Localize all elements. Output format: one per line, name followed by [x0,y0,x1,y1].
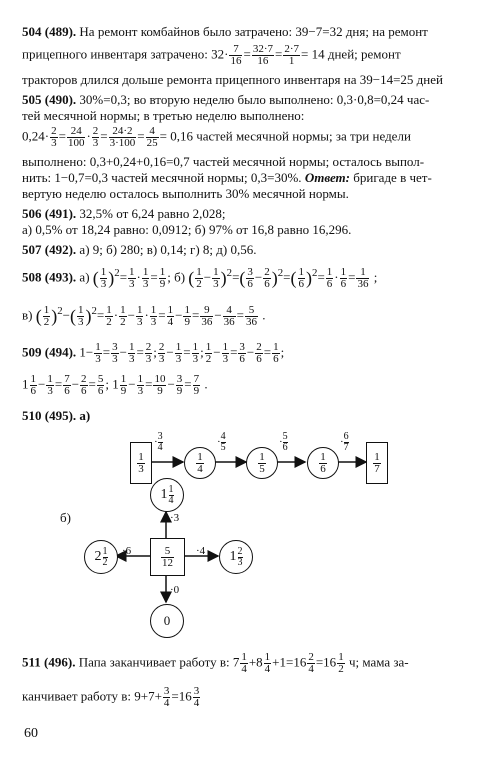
node-circle-top: 1 1 4 [150,478,184,512]
node-square: 1 7 [366,442,388,484]
p509-number: 509 (494). [22,344,77,360]
node-circle: 1 5 [246,447,278,479]
node-circle: 1 6 [307,447,339,479]
p507-number: 507 (492). [22,242,77,257]
p511-line1: 511 (496). Папа заканчивает работу в: 7 $\frac{1}{4}$ +8 $\frac{1}{4}$ +1=16 $\frac{2}{4}$ =16 $\frac{1}{2}$ ч; мама за- [22,651,409,675]
p504-line2: прицепного инвентаря затрачено: 32· $\frac{7}{16}$ = $\frac{32\cdot 7}{16}$ = $\frac{2\cdot 7}{1}$ = 14 дней; ремонт [22,43,401,67]
node-circle: 1 4 [184,447,216,479]
p506-number: 506 (491). [22,206,77,221]
fraction: $\frac{32\cdot 7}{16}$ [252,43,273,67]
answer-label: Ответ: [304,170,351,185]
node-square: 1 3 [130,442,152,484]
p511-line2: канчивает работу в: 9+7+ $\frac{3}{4}$ =16 $\frac{3}{4}$ [22,685,200,709]
p509-line2: 1 $\frac{1}{6}$ − $\frac{1}{3}$ = $\frac{7}{6}$ − $\frac{2}{6}$ = $\frac{5}{6}$ ; 1 $\frac{1}{9}$ − $\frac{1}{3}$ = $\frac{10}{9}$ − $\frac{3}{9}$ = $\frac{7}{9}$ . [22,373,208,397]
p504-text: На ремонт комбайнов было затрачено: 39−7=32 дня; на ремонт [79,24,428,39]
op-label: · $\frac{6}{7}$ [340,431,349,453]
op-label: · $\frac{5}{6}$ [279,431,288,453]
p505-line4: выполнено: 0,3+0,24+0,16=0,7 частей месячной нормы; осталось выпол- [22,154,425,169]
p507-line1: 507 (492). а) 9; б) 280; в) 0,14; г) 8; д) 0,56. [22,242,257,257]
p506-line2: а) 0,5% от 18,24 равно: 0,0912; б) 97% от 16,8 равно 16,296. [22,222,352,237]
p505-line6: вертую неделю осталось выполнить 30% месячной нормы. [22,186,349,201]
p508-line2: в) ( $\frac{1}{2}$ )$^2$−( $\frac{1}{3}$ )$^2$= $\frac{1}{2}$ · $\frac{1}{2}$ − $\frac{1}{3}$ · $\frac{1}{3}$ = $\frac{1}{4}$ − $\frac{1}{9}$ = $\frac{9}{36}$ − $\frac{4}{36}$ = $\frac{5}{36}$ . [22,303,266,328]
p510-line1: 510 (495). а) [22,408,91,423]
node-circle-bottom: 0 [150,604,184,638]
op-label: ·4 [196,545,206,557]
op-label: ·6 [122,545,132,557]
p511-number: 511 (496). [22,654,76,670]
node-square-center: 5 12 [150,538,185,576]
p508-line1: 508 (493). а) ( $\frac{1}{3}$ )$^2$= $\frac{1}{3}$ · $\frac{1}{3}$ = $\frac{1}{9}$ ; б) ( $\frac{1}{2}$ − $\frac{1}{3}$ )$^2$=( $\frac{3}{6}$ − $\frac{2}{6}$ )$^2$=( $\frac{1}{6}$ )$^2$= $\frac{1}{6}$ · $\frac{1}{6}$ = $\frac{1}{36}$ ; [22,265,378,290]
p506-line1: 506 (491). 32,5% от 6,24 равно 2,028; [22,206,226,221]
op-label: ·3 [170,512,180,524]
p505-line3: 0,24· $\frac{2}{3}$ = $\frac{24}{100}$ · $\frac{2}{3}$ = $\frac{24\cdot 2}{3\cdot 100}$ = $\frac{4}{25}$ = 0,16 частей месячной нормы; за три недели [22,125,411,149]
op-label: · $\frac{4}{5}$ [217,431,226,453]
page-number: 60 [24,726,38,741]
p505-line2: тей месячной нормы; в третью неделю выполнено: [22,108,305,123]
p508-number: 508 (493). [22,269,77,285]
p505-number: 505 (490). [22,92,77,107]
op-label: ·0 [170,584,180,596]
fraction: $\frac{2\cdot 7}{1}$ [284,43,300,67]
p504-number: 504 (489). [22,24,77,39]
op-label: · $\frac{3}{4}$ [154,431,163,453]
p504-line3: тракторов длился дольше ремонта прицепного инвентаря на 39−14=25 дней [22,72,443,87]
p510-number: 510 (495). [22,408,77,423]
node-circle-right: 1 2 3 [219,540,253,574]
p505-line5: нить: 1−0,7=0,3 частей месячной нормы; 0,3=30%. Ответ: бригаде в чет- [22,170,432,185]
fraction: $\frac{7}{16}$ [230,43,242,67]
p509-line1: 509 (494). 1− $\frac{1}{3}$ = $\frac{3}{3}$ − $\frac{1}{3}$ = $\frac{2}{3}$ ; $\frac{2}{3}$ − $\frac{1}{3}$ = $\frac{1}{3}$ ; $\frac{1}{2}$ − $\frac{1}{3}$ = $\frac{3}{6}$ − $\frac{2}{6}$ = $\frac{1}{6}$ ; [22,341,285,365]
node-circle-left: 2 1 2 [84,540,118,574]
p505-line1: 505 (490). 30%=0,3; во вторую неделю было выполнено: 0,3·0,8=0,24 час- [22,92,430,107]
p510-b-label: б) [60,510,71,525]
